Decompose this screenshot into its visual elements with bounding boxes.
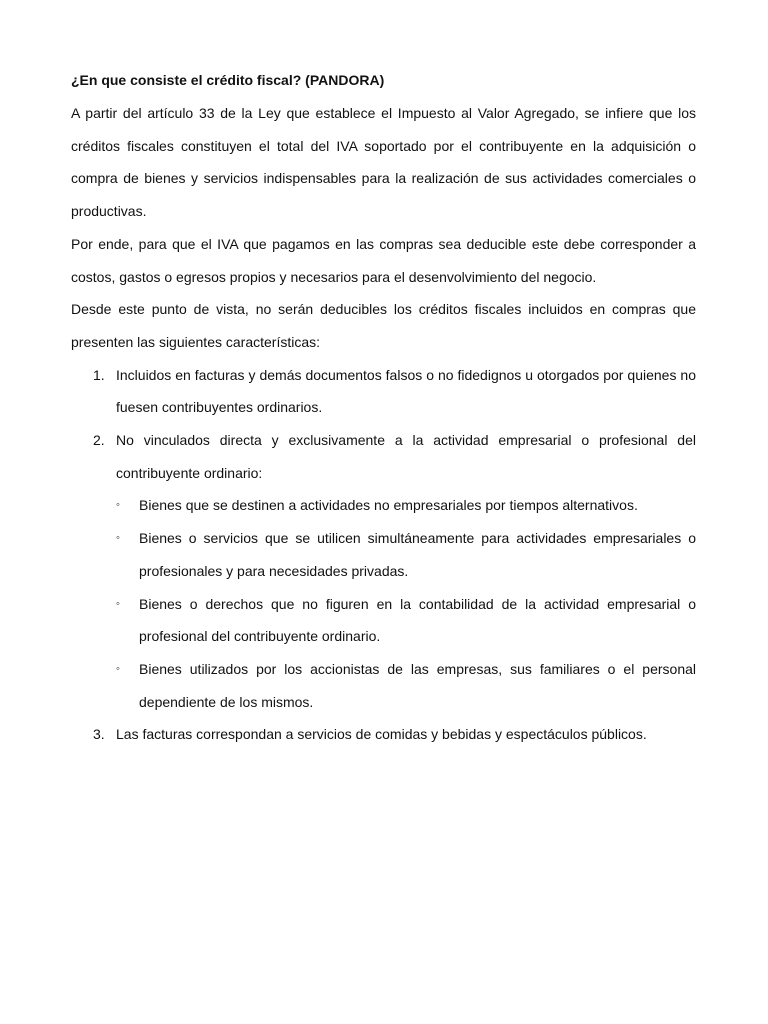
circle-bullet-icon: ◦ — [116, 499, 120, 512]
sub-list-item-text: Bienes o derechos que no figuren en la contabilidad de la actividad empresarial o profesional del contribuyente ordinario. — [139, 595, 696, 645]
paragraph-intro: A partir del artículo 33 de la Ley que establece el Impuesto al Valor Agregado, se infiere que los créditos fiscales constituyen el total del IVA soportado por el contribuyente en la adquisición o compra de bienes y servicios indispensables para la realización de sus actividades comerciales o productivas. — [71, 105, 696, 220]
list-item-1 — [71, 359, 696, 424]
sub-list-item — [116, 653, 696, 718]
circle-bullet-icon: ◦ — [116, 532, 120, 545]
sub-list-item-text: Bienes utilizados por los accionistas de las empresas, sus familiares o el personal dependiente de los mismos. — [139, 660, 696, 710]
list-item-text: Incluidos en facturas y demás documentos falsos o no fidedignos u otorgados por quienes no fuesen contribuyentes ordinarios. — [116, 366, 696, 416]
list-item-text: Las facturas correspondan a servicios de comidas y bebidas y espectáculos públicos. — [116, 726, 647, 743]
sub-list-item-text: Bienes o servicios que se utilicen simultáneamente para actividades empresariales o profesionales y para necesidades privadas. — [139, 530, 696, 579]
characteristics-list — [71, 359, 696, 751]
list-number: 1. — [93, 366, 105, 383]
sub-list — [116, 489, 696, 718]
document-page — [71, 64, 696, 751]
sub-list-item — [116, 588, 696, 653]
list-item-2 — [71, 424, 696, 718]
list-number: 3. — [93, 726, 105, 743]
list-item-text: No vinculados directa y exclusivamente a la actividad empresarial o profesional del contribuyente ordinario: — [116, 432, 696, 481]
document-title: ¿En que consiste el crédito fiscal? (PANDORA) — [71, 72, 385, 88]
list-number: 2. — [93, 432, 105, 449]
circle-bullet-icon: ◦ — [116, 662, 120, 675]
sub-list-item — [116, 522, 696, 587]
sub-list-item — [116, 489, 696, 522]
list-item-3 — [71, 718, 696, 751]
circle-bullet-icon: ◦ — [116, 597, 120, 610]
sub-list-item-text: Bienes que se destinen a actividades no empresariales por tiempos alternativos. — [139, 497, 638, 514]
paragraph-deductible: Por ende, para que el IVA que pagamos en las compras sea deducible este debe corresponder a costos, gastos o egresos propios y necesarios para el desenvolvimiento del negocio. — [71, 235, 696, 285]
paragraph-characteristics: Desde este punto de vista, no serán deducibles los créditos fiscales incluidos en compras que presenten las siguientes características: — [71, 301, 696, 350]
